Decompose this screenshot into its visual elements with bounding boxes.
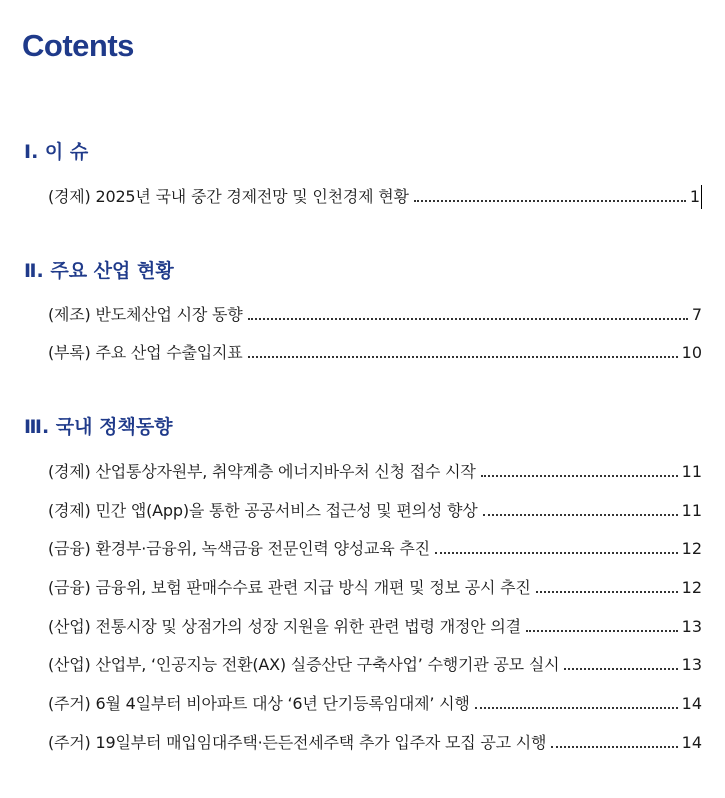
toc-entry[interactable]	[48, 692, 702, 716]
toc-entry[interactable]	[48, 341, 702, 365]
toc-entry[interactable]	[48, 460, 702, 484]
dot-leader	[475, 707, 678, 709]
toc-entry[interactable]	[48, 499, 702, 523]
toc-entry[interactable]	[48, 537, 702, 561]
toc-entry[interactable]	[48, 653, 702, 677]
dot-leader	[248, 356, 678, 358]
dot-leader	[435, 552, 678, 554]
toc-entry-title: (경제) 산업통상자원부, 취약계층 에너지바우처 신청 접수 시작	[48, 462, 476, 481]
section-heading-1: Ⅰ. 이 슈	[24, 141, 89, 163]
dot-leader	[564, 668, 677, 670]
dot-leader	[551, 746, 677, 748]
toc-entry-title: (금융) 환경부·금융위, 녹색금융 전문인력 양성교육 추진	[48, 539, 430, 558]
toc-entry-page: 12	[681, 578, 702, 597]
toc-entry-title: (산업) 산업부, ‘인공지능 전환(AX) 실증산단 구축사업’ 수행기관 공모 실시	[48, 655, 560, 674]
toc-entry-title: (경제) 2025년 국내 중간 경제전망 및 인천경제 현황	[48, 187, 409, 206]
toc-entry-title: (부록) 주요 산업 수출입지표	[48, 343, 243, 362]
toc-entry[interactable]	[48, 731, 702, 755]
dot-leader	[483, 514, 678, 516]
toc-entry-page: 13	[681, 617, 702, 636]
toc-entry[interactable]	[48, 615, 702, 639]
section-heading-2: Ⅱ. 주요 산업 현황	[24, 260, 174, 282]
toc-entry[interactable]	[48, 303, 702, 327]
toc-entry-title: (산업) 전통시장 및 상점가의 성장 지원을 위한 관련 법령 개정안 의결	[48, 617, 521, 636]
toc-entry-title: (금융) 금융위, 보험 판매수수료 관련 지급 방식 개편 및 정보 공시 추진	[48, 578, 531, 597]
toc-entry-page: 10	[681, 343, 702, 362]
toc-entry-page: 11	[681, 462, 702, 481]
section-heading-3: Ⅲ. 국내 정책동향	[24, 416, 173, 438]
toc-entry-page: 14	[681, 694, 702, 713]
toc-entry-title: (경제) 민간 앱(App)을 통한 공공서비스 접근성 및 편의성 향상	[48, 501, 478, 520]
dot-leader	[414, 200, 686, 202]
toc-entry-page: 14	[681, 733, 702, 752]
toc-entry-title: (제조) 반도체산업 시장 동향	[48, 305, 243, 324]
dot-leader	[526, 630, 678, 632]
toc-entry-page: 11	[681, 501, 702, 520]
toc-entry-page: 7	[691, 305, 702, 324]
dot-leader	[248, 318, 688, 320]
text-cursor	[701, 185, 702, 209]
toc-entry-title: (주거) 19일부터 매입임대주택·든든전세주택 추가 입주자 모집 공고 시행	[48, 733, 547, 752]
toc-entry-page: 1	[690, 185, 702, 209]
toc-entry-page: 13	[681, 655, 702, 674]
toc-entry-page: 12	[681, 539, 702, 558]
dot-leader	[536, 591, 678, 593]
toc-entry-title: (주거) 6월 4일부터 비아파트 대상 ‘6년 단기등록임대제’ 시행	[48, 694, 470, 713]
toc-entry[interactable]	[48, 185, 702, 209]
page-title: Cotents	[22, 28, 134, 63]
toc-entry[interactable]	[48, 576, 702, 600]
dot-leader	[481, 475, 678, 477]
